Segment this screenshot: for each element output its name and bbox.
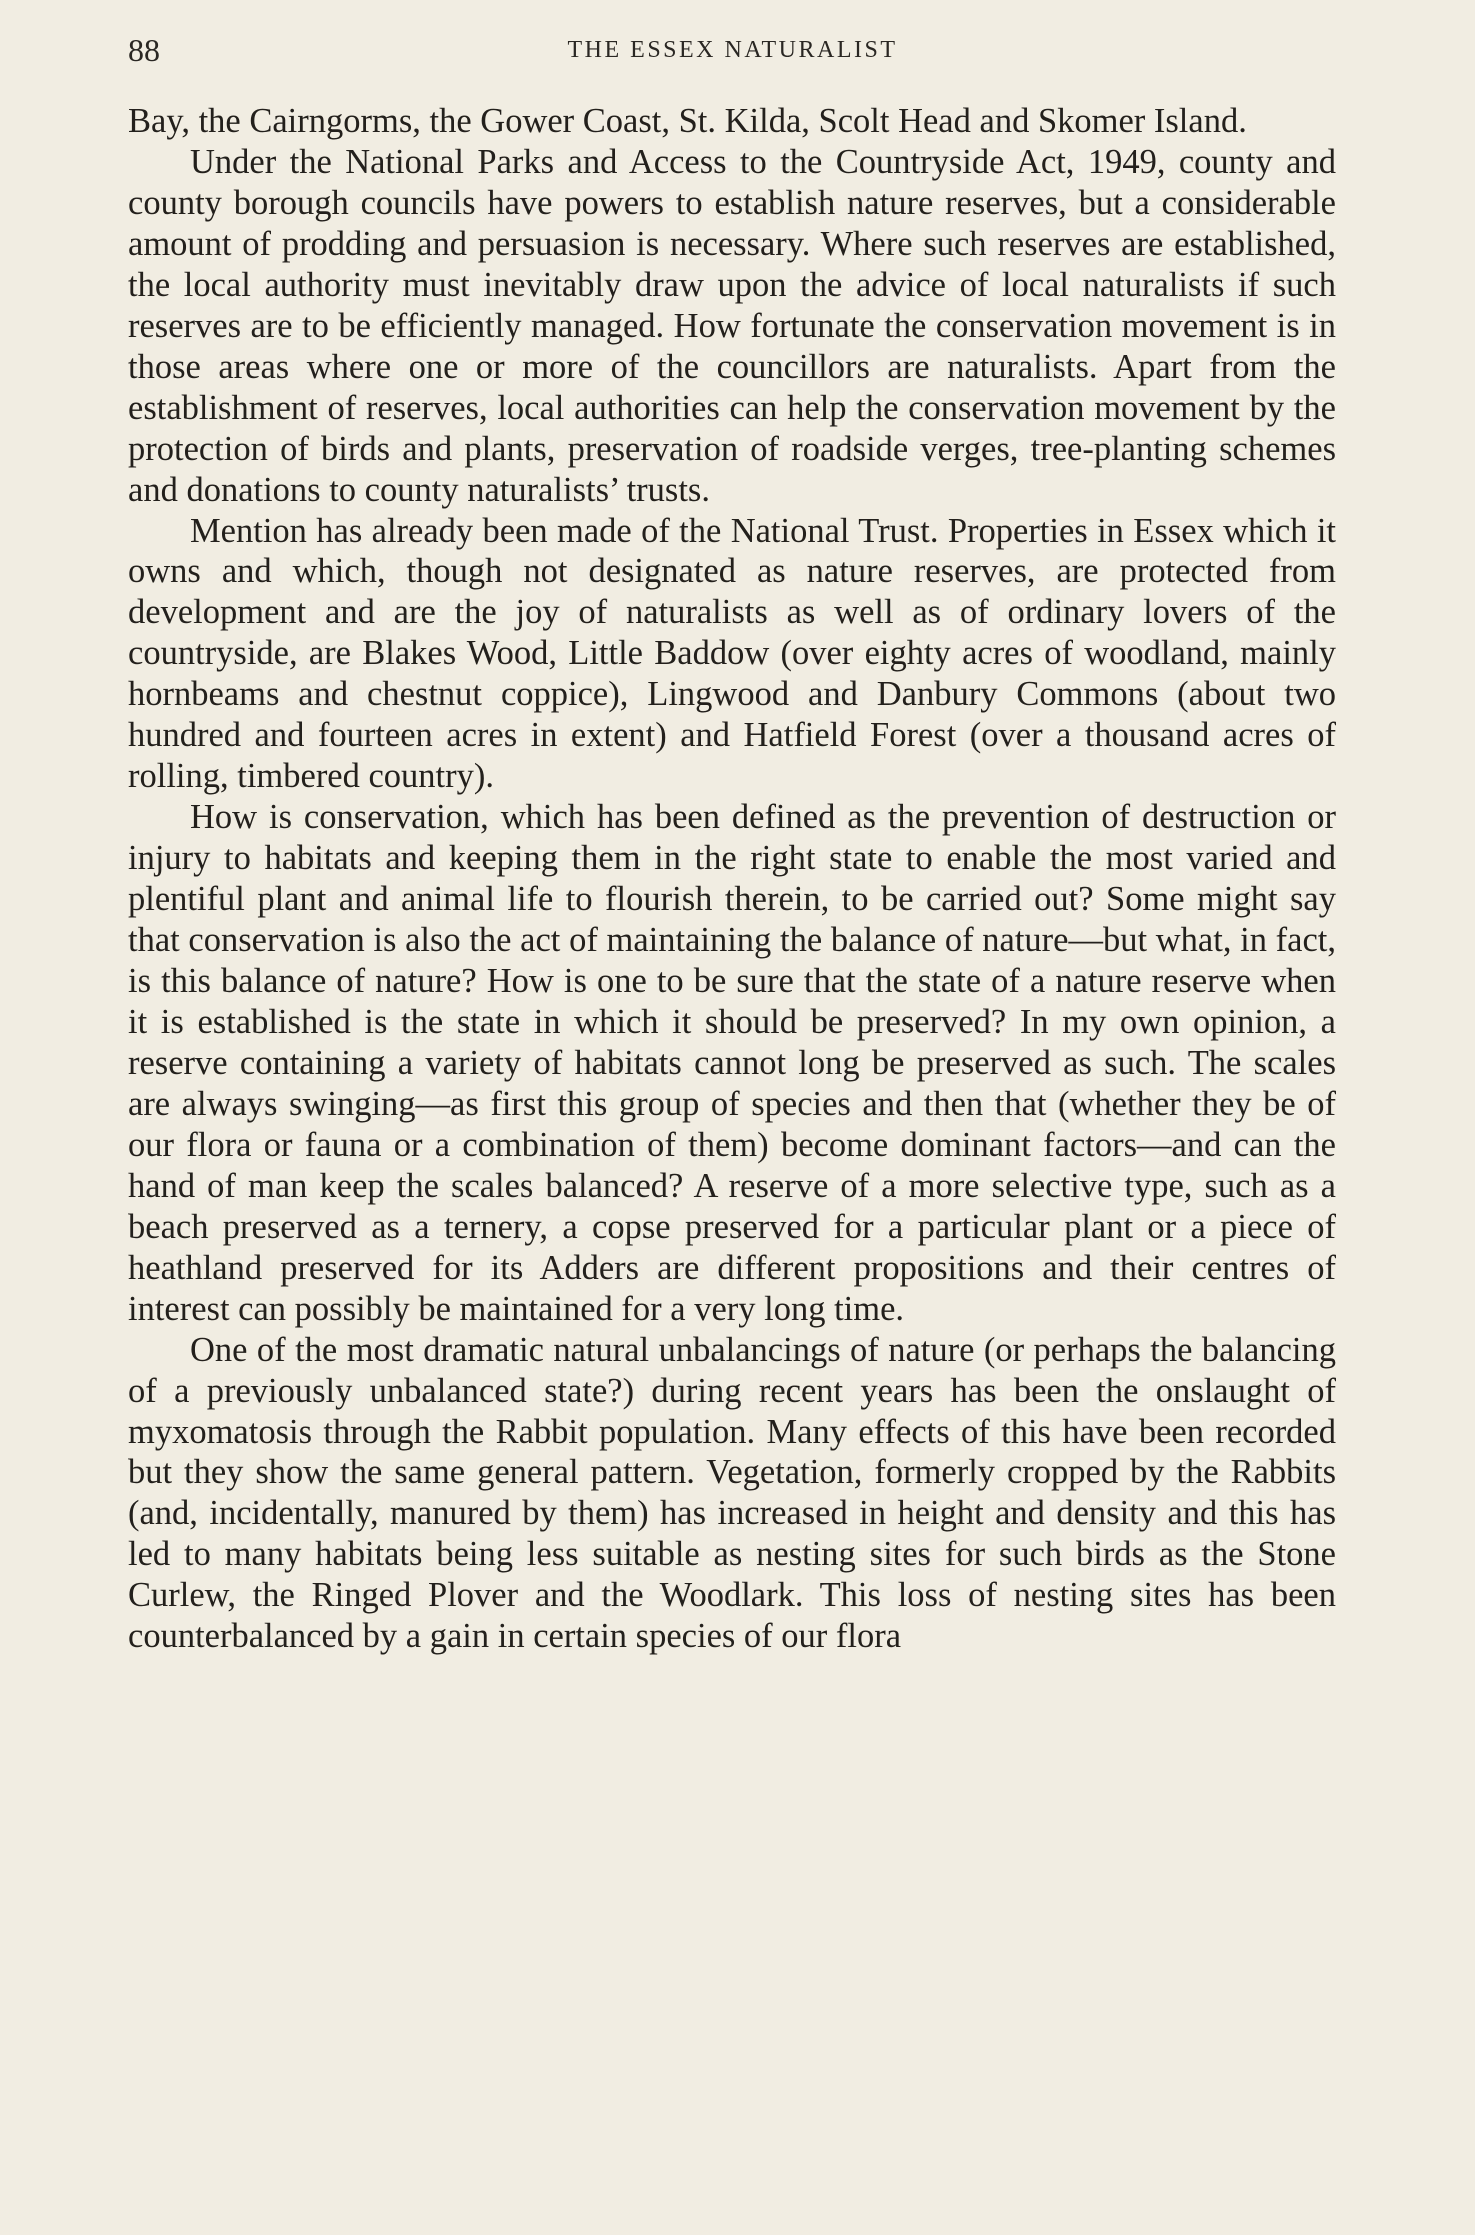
journal-title: THE ESSEX NATURALIST [567, 37, 898, 63]
body-text [128, 101, 1336, 1657]
running-head [128, 30, 1337, 70]
page-number: 88 [128, 32, 160, 68]
paragraph-national-parks-act: Under the National Parks and Access to the Countryside Act, 1949, county and county borough councils have powers to establish nature reserves, but a considerable amount of prodding and persuasion is necessary. Where such reserves are established, the local authority must inevitably draw upon the advice of local naturalists if such reserves are to be efficiently managed. How fortunate the conservation movement is in those areas where one or more of the councillors are naturalists. Apart from the establishment of reserves, local authorities can help the conservation movement by the protection of birds and plants, preservation of roadside verges, tree-planting schemes and donations to county naturalists’ trusts. [128, 142, 1336, 509]
paragraph-national-trust: Mention has already been made of the National Trust. Properties in Essex which it owns and which, though not designated as nature reserves, are protected from development and are the joy of naturalists as well as of ordinary lovers of the countryside, are Blakes Wood, Little Baddow (over eighty acres of woodland, mainly hornbeams and chestnut coppice), Lingwood and Danbury Commons (about two hundred and fourteen acres in extent) and Hatfield Forest (over a thousand acres of rolling, timbered country). [128, 511, 1336, 796]
paragraph-continued: Bay, the Cairngorms, the Gower Coast, St. Kilda, Scolt Head and Skomer Island. [128, 102, 1247, 140]
paragraph-myxomatosis: One of the most dramatic natural unbalancings of nature (or perhaps the balancing of a previously unbalanced state?) during recent years has been the onslaught of myxomatosis through the Rabbit population. Many effects of this have been recorded but they show the same general pattern. Vegetation, formerly cropped by the Rabbits (and, incidentally, manured by them) has increased in height and density and this has led to many habitats being less suitable as nesting sites for such birds as the Stone Curlew, the Ringed Plover and the Woodlark. This loss of nesting sites has been counterbalanced by a gain in certain species of our flora [128, 1330, 1336, 1656]
paragraph-conservation-question: How is conservation, which has been defined as the prevention of destruction or injury to habitats and keeping them in the right state to enable the most varied and plentiful plant and animal life to flourish therein, to be carried out? Some might say that conservation is also the act of maintaining the balance of nature—but what, in fact, is this balance of nature? How is one to be sure that the state of a nature reserve when it is established is the state in which it should be preserved? In my own opinion, a reserve containing a variety of habitats cannot long be preserved as such. The scales are always swinging—as first this group of species and then that (whether they be of our flora or fauna or a combination of them) become dominant factors—and can the hand of man keep the scales balanced? A reserve of a more selective type, such as a beach preserved as a ternery, a copse preserved for a particular plant or a piece of heathland preserved for its Adders are different propositions and their centres of interest can possibly be maintained for a very long time. [128, 798, 1336, 1328]
